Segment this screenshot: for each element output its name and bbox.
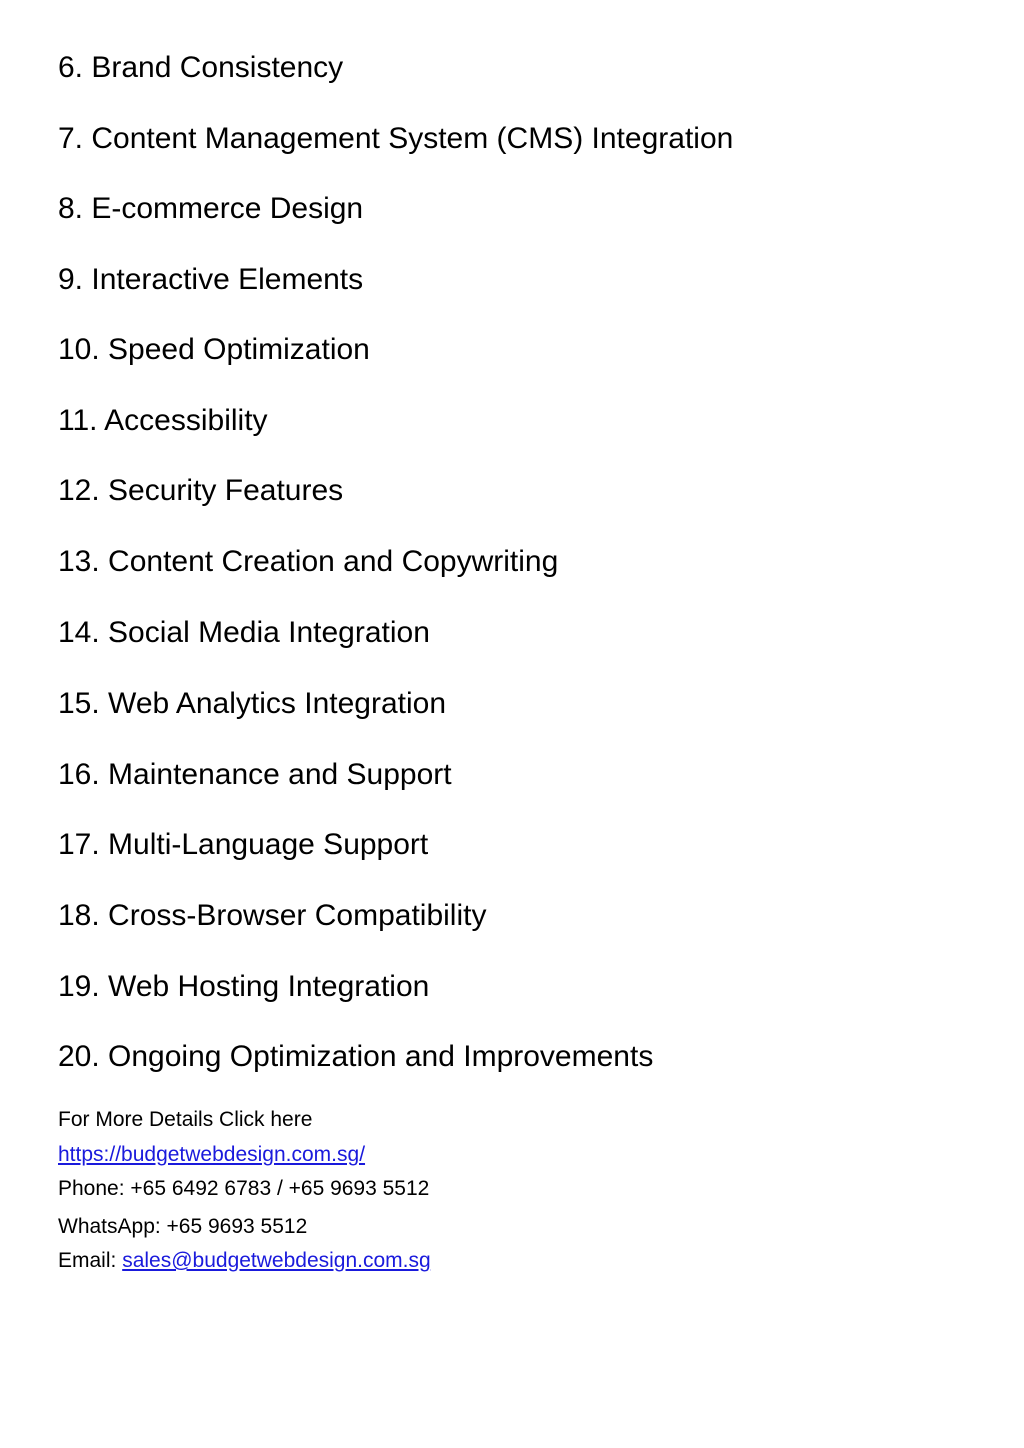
- details-text: For More Details Click here: [58, 1108, 313, 1131]
- list-item: 12. Security Features: [58, 474, 344, 507]
- list-item: 14. Social Media Integration: [58, 616, 430, 649]
- list-item: 17. Multi-Language Support: [58, 828, 429, 861]
- list-item: 15. Web Analytics Integration: [58, 687, 447, 720]
- list-item: 20. Ongoing Optimization and Improvements: [58, 1040, 654, 1073]
- list-item: 19. Web Hosting Integration: [58, 970, 430, 1003]
- list-item: 6. Brand Consistency: [58, 51, 344, 84]
- list-item: 7. Content Management System (CMS) Integration: [58, 122, 734, 155]
- website-link[interactable]: https://budgetwebdesign.com.sg/: [58, 1143, 366, 1166]
- list-item: 13. Content Creation and Copywriting: [58, 545, 559, 578]
- list-item: 16. Maintenance and Support: [58, 758, 452, 791]
- list-item: 9. Interactive Elements: [58, 263, 364, 296]
- list-item: 11. Accessibility: [58, 404, 268, 437]
- email-line: [58, 1248, 431, 1274]
- phone-text: Phone: +65 6492 6783 / +65 9693 5512: [58, 1177, 430, 1200]
- website-line: [58, 1142, 365, 1168]
- whatsapp-text: WhatsApp: +65 9693 5512: [58, 1215, 308, 1238]
- email-label: Email:: [58, 1249, 123, 1272]
- list-item: 10. Speed Optimization: [58, 333, 370, 366]
- email-link[interactable]: sales@budgetwebdesign.com.sg: [122, 1249, 431, 1272]
- list-item: 18. Cross-Browser Compatibility: [58, 899, 487, 932]
- list-item: 8. E-commerce Design: [58, 192, 364, 225]
